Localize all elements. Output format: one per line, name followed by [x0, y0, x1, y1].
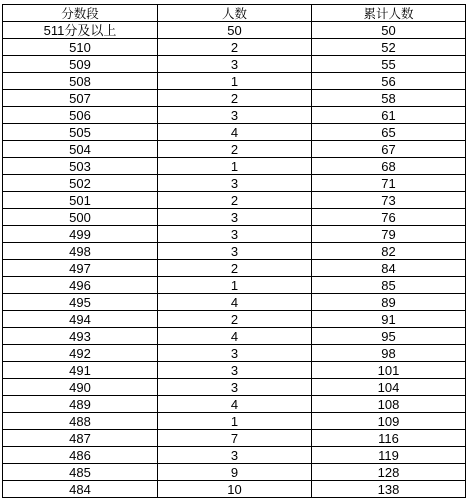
cumulative-cell: 58 — [312, 90, 466, 107]
cumulative-cell: 71 — [312, 175, 466, 192]
score-range-cell: 510 — [3, 39, 158, 56]
count-cell: 4 — [158, 396, 312, 413]
count-cell: 3 — [158, 243, 312, 260]
score-range-cell: 509 — [3, 56, 158, 73]
table-row — [3, 209, 466, 226]
score-range-cell: 499 — [3, 226, 158, 243]
count-cell: 4 — [158, 294, 312, 311]
cumulative-cell: 101 — [312, 362, 466, 379]
score-range-cell: 503 — [3, 158, 158, 175]
count-cell: 3 — [158, 56, 312, 73]
cumulative-cell: 116 — [312, 430, 466, 447]
table-row — [3, 56, 466, 73]
score-distribution-table — [2, 4, 466, 498]
table-row — [3, 294, 466, 311]
count-cell: 1 — [158, 413, 312, 430]
table-row — [3, 73, 466, 90]
score-range-cell: 496 — [3, 277, 158, 294]
score-range-cell: 491 — [3, 362, 158, 379]
header-score-range: 分数段 — [3, 5, 158, 22]
cumulative-cell: 85 — [312, 277, 466, 294]
count-cell: 3 — [158, 447, 312, 464]
table-row — [3, 328, 466, 345]
count-cell: 3 — [158, 175, 312, 192]
count-cell: 2 — [158, 311, 312, 328]
score-range-cell: 508 — [3, 73, 158, 90]
table-row — [3, 447, 466, 464]
cumulative-cell: 128 — [312, 464, 466, 481]
cumulative-cell: 68 — [312, 158, 466, 175]
score-range-cell: 506 — [3, 107, 158, 124]
count-cell: 2 — [158, 141, 312, 158]
score-range-cell: 504 — [3, 141, 158, 158]
table-row — [3, 379, 466, 396]
count-cell: 9 — [158, 464, 312, 481]
score-range-cell: 487 — [3, 430, 158, 447]
cumulative-cell: 61 — [312, 107, 466, 124]
table-row — [3, 260, 466, 277]
table-row — [3, 39, 466, 56]
count-cell: 50 — [158, 22, 312, 39]
score-range-cell: 501 — [3, 192, 158, 209]
table-row — [3, 362, 466, 379]
count-cell: 4 — [158, 328, 312, 345]
score-range-cell: 486 — [3, 447, 158, 464]
table-row — [3, 481, 466, 498]
score-range-cell: 502 — [3, 175, 158, 192]
score-range-cell: 494 — [3, 311, 158, 328]
cumulative-cell: 56 — [312, 73, 466, 90]
score-range-cell: 507 — [3, 90, 158, 107]
table-row — [3, 396, 466, 413]
cumulative-cell: 91 — [312, 311, 466, 328]
count-cell: 1 — [158, 158, 312, 175]
table-body — [3, 22, 466, 498]
count-cell: 3 — [158, 345, 312, 362]
cumulative-cell: 67 — [312, 141, 466, 158]
cumulative-cell: 119 — [312, 447, 466, 464]
cumulative-cell: 55 — [312, 56, 466, 73]
table-row — [3, 413, 466, 430]
score-range-cell: 492 — [3, 345, 158, 362]
count-cell: 1 — [158, 73, 312, 90]
table-row — [3, 277, 466, 294]
score-table-sheet — [2, 4, 465, 497]
count-cell: 1 — [158, 277, 312, 294]
score-range-cell: 489 — [3, 396, 158, 413]
count-cell: 3 — [158, 209, 312, 226]
score-range-cell: 484 — [3, 481, 158, 498]
count-cell: 2 — [158, 192, 312, 209]
count-cell: 10 — [158, 481, 312, 498]
count-cell: 2 — [158, 260, 312, 277]
cumulative-cell: 82 — [312, 243, 466, 260]
cumulative-cell: 108 — [312, 396, 466, 413]
count-cell: 3 — [158, 226, 312, 243]
table-row — [3, 175, 466, 192]
cumulative-cell: 98 — [312, 345, 466, 362]
count-cell: 2 — [158, 90, 312, 107]
score-range-cell: 493 — [3, 328, 158, 345]
cumulative-cell: 109 — [312, 413, 466, 430]
count-cell: 3 — [158, 362, 312, 379]
cumulative-cell: 73 — [312, 192, 466, 209]
score-range-cell: 505 — [3, 124, 158, 141]
table-row — [3, 226, 466, 243]
table-row — [3, 311, 466, 328]
score-range-cell: 497 — [3, 260, 158, 277]
table-row — [3, 243, 466, 260]
cumulative-cell: 50 — [312, 22, 466, 39]
count-cell: 3 — [158, 107, 312, 124]
score-range-cell: 488 — [3, 413, 158, 430]
table-row — [3, 90, 466, 107]
count-cell: 3 — [158, 379, 312, 396]
score-range-cell: 500 — [3, 209, 158, 226]
header-row — [3, 5, 466, 22]
score-range-cell: 495 — [3, 294, 158, 311]
table-row — [3, 107, 466, 124]
table-row — [3, 464, 466, 481]
cumulative-cell: 104 — [312, 379, 466, 396]
cumulative-cell: 76 — [312, 209, 466, 226]
score-range-cell: 485 — [3, 464, 158, 481]
count-cell: 4 — [158, 124, 312, 141]
table-row — [3, 192, 466, 209]
header-cumulative: 累计人数 — [312, 5, 466, 22]
header-count: 人数 — [158, 5, 312, 22]
cumulative-cell: 95 — [312, 328, 466, 345]
score-range-cell: 498 — [3, 243, 158, 260]
table-row — [3, 158, 466, 175]
table-row — [3, 430, 466, 447]
score-range-cell: 490 — [3, 379, 158, 396]
cumulative-cell: 84 — [312, 260, 466, 277]
cumulative-cell: 89 — [312, 294, 466, 311]
cumulative-cell: 79 — [312, 226, 466, 243]
table-row — [3, 124, 466, 141]
cumulative-cell: 138 — [312, 481, 466, 498]
score-range-cell: 511分及以上 — [3, 22, 158, 39]
count-cell: 7 — [158, 430, 312, 447]
count-cell: 2 — [158, 39, 312, 56]
cumulative-cell: 65 — [312, 124, 466, 141]
cumulative-cell: 52 — [312, 39, 466, 56]
table-row — [3, 345, 466, 362]
table-row — [3, 141, 466, 158]
table-row — [3, 22, 466, 39]
